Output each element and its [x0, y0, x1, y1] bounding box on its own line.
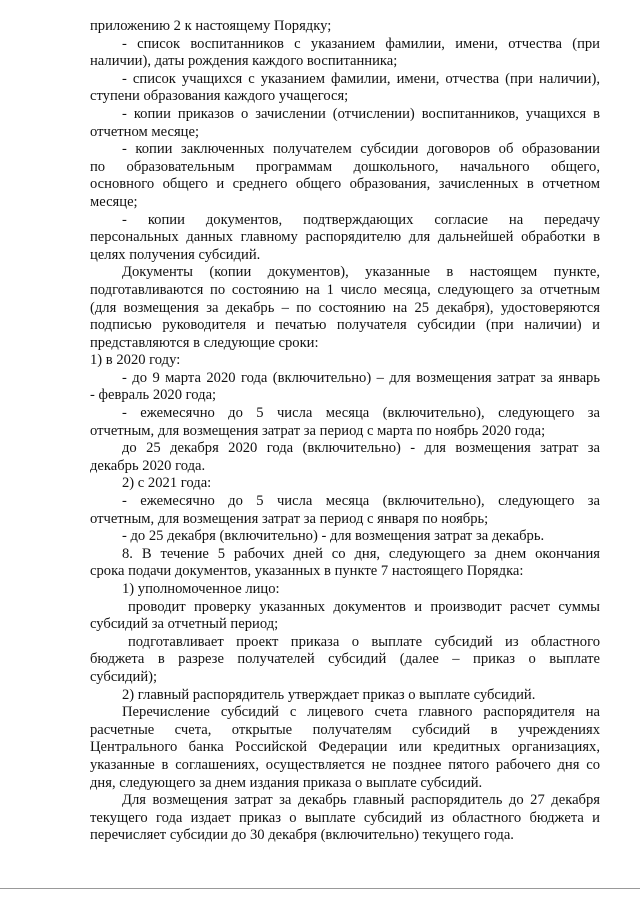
text-line: 2) главный распорядитель утверждает приказ о выплате субсидий.	[122, 686, 536, 703]
text-line: - до 9 марта 2020 года (включительно) – для возмещения затрат за январь	[122, 369, 600, 386]
text-line: целях получения субсидий.	[90, 246, 261, 263]
text-line: 2) с 2021 года:	[122, 475, 212, 492]
text-line: 1) уполномоченное лицо:	[122, 581, 280, 597]
page-bottom-rule	[0, 888, 640, 889]
text-line: ступени образования каждого учащегося;	[90, 88, 349, 105]
text-line: Центрального банка Российской Федерации или кредитных организациях,	[90, 739, 600, 756]
text-line: подготавливает проект приказа о выплате субсидий из областного	[128, 633, 600, 650]
text-line: по образовательным программам дошкольного, начального общего,	[90, 158, 600, 175]
text-line: - копии заключенных получателем субсидии договоров об образовании	[122, 141, 600, 158]
text-line: до 25 декабря 2020 года (включительно) - для возмещения затрат за	[122, 440, 600, 457]
text-line: месяце;	[90, 193, 138, 210]
text-line: перечисляет субсидии до 30 декабря (включительно) текущего года.	[90, 827, 514, 844]
text-line: текущего года издает приказ о выплате субсидий из областного бюджета и	[90, 809, 600, 826]
text-line: - копии приказов о зачислении (отчислении) воспитанников, учащихся в	[122, 105, 600, 122]
text-line: - список учащихся с указанием фамилии, имени, отчества (при наличии),	[122, 70, 600, 87]
text-line: - список воспитанников с указанием фамилии, имени, отчества (при	[122, 35, 600, 52]
text-line: отчетном месяце;	[90, 123, 199, 140]
text-line: расчетные счета, открытые получателям субсидий в учреждениях	[90, 721, 600, 738]
text-line: - до 25 декабря (включительно) - для возмещения затрат за декабрь.	[122, 528, 545, 545]
text-line: подготавливаются по состоянию на 1 число месяца, следующего за отчетным	[90, 281, 600, 298]
text-line: срока подачи документов, указанных в пункте 7 настоящего Порядка:	[90, 563, 524, 580]
text-line: Перечисление субсидий с лицевого счета главного распорядителя на	[122, 704, 600, 721]
text-line: 1) в 2020 году:	[90, 352, 181, 369]
text-line: указанные в соглашениях, осуществляется не позднее пятого рабочего дня со	[90, 756, 600, 773]
text-line: отчетным, для возмещения затрат за период с марта по ноябрь 2020 года;	[90, 422, 546, 439]
text-line: - февраль 2020 года;	[90, 387, 217, 404]
text-line: декабрь 2020 года.	[90, 457, 206, 474]
text-line: Для возмещения затрат за декабрь главный распорядитель до 27 декабря	[122, 792, 600, 809]
text-line: - копии документов, подтверждающих согласие на передачу	[122, 211, 600, 228]
text-line: персональных данных главному распорядителю для дальнейшей обработки в	[90, 229, 600, 246]
text-line: отчетным, для возмещения затрат за период с января по ноябрь;	[90, 510, 489, 527]
text-line: Документы (копии документов), указанные в настоящем пункте,	[122, 264, 600, 281]
text-line: - ежемесячно до 5 числа месяца (включительно), следующего за	[122, 493, 600, 510]
text-line: (для возмещения за декабрь – по состоянию на 25 декабря), удостоверяются	[90, 299, 600, 316]
text-line: проводит проверку указанных документов и производит расчет суммы	[128, 598, 600, 615]
text-line: приложению 2 к настоящему Порядку;	[90, 18, 332, 34]
text-line: бюджета в разрезе получателей субсидий (далее – приказ о выплате	[90, 651, 600, 668]
text-line: основного общего и среднего общего образования, зачисленных в отчетном	[90, 176, 600, 193]
text-line: - ежемесячно до 5 числа месяца (включительно), следующего за	[122, 405, 600, 422]
document-body	[90, 18, 600, 845]
text-line: субсидий);	[90, 668, 158, 685]
text-line: субсидий за отчетный период;	[90, 616, 279, 633]
text-line: наличии), даты рождения каждого воспитанника;	[90, 53, 398, 70]
text-line: представляются в следующие сроки:	[90, 334, 319, 351]
text-line: дня, следующего за днем издания приказа о выплате субсидий.	[90, 774, 483, 791]
text-line: подписью руководителя и печатью получателя субсидии (при наличии) и	[90, 317, 600, 334]
text-line: 8. В течение 5 рабочих дней со дня, следующего за днем окончания	[122, 545, 600, 562]
